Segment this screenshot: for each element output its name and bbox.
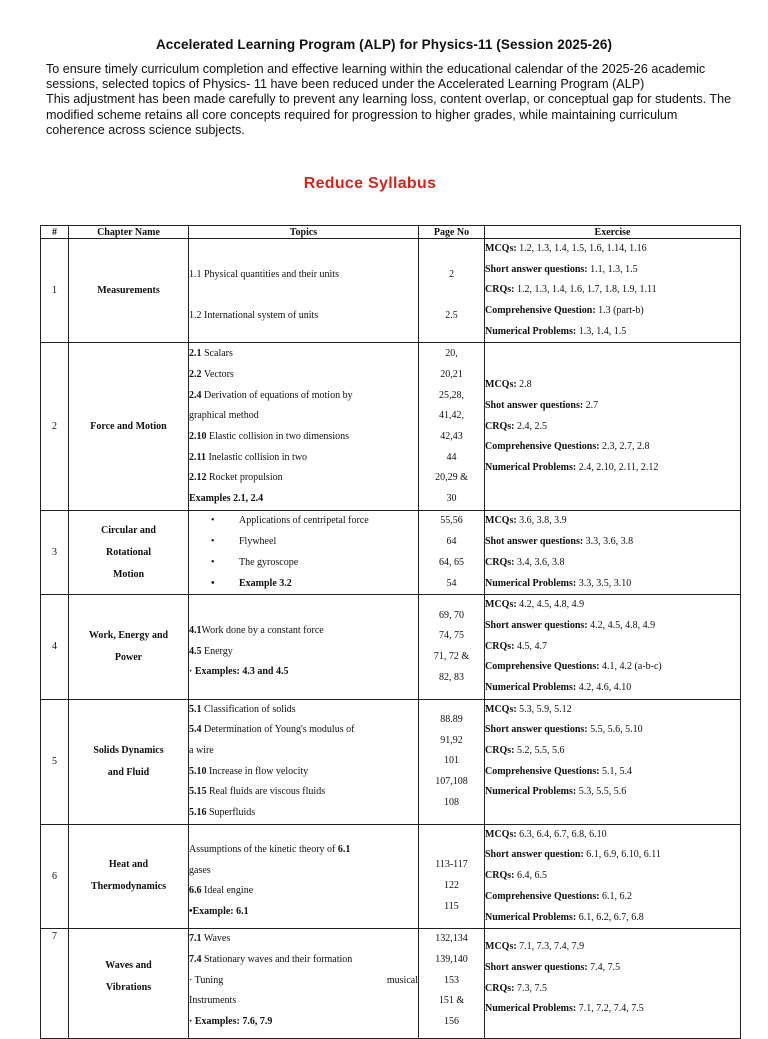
table-row	[41, 595, 741, 699]
chapter-number: 7	[41, 929, 69, 1039]
page-cell: 132,134 139,140 153 151 & 156	[419, 929, 485, 1039]
header-chapter: Chapter Name	[69, 226, 189, 239]
chapter-number: 3	[41, 511, 69, 595]
chapter-number: 4	[41, 595, 69, 699]
list-item: • Flywheel	[189, 532, 418, 553]
page-cell: 55,56 64 64, 65 54	[419, 511, 485, 595]
chapter-name: Circular and Rotational Motion	[69, 511, 189, 595]
topics-cell: 4.1Work done by a constant force 4.5 Energy · Examples: 4.3 and 4.5	[189, 595, 419, 699]
syllabus-table	[40, 225, 741, 1039]
table-row	[41, 343, 741, 511]
page-cell: 113-117 122 115	[419, 824, 485, 928]
exercise-cell: MCQs: 4.2, 4.5, 4.8, 4.9 Short answer questions: 4.2, 4.5, 4.8, 4.9 CRQs: 4.5, 4.7 Comprehensive Questions: 4.1, 4.2 (a-b-c) Numerical Problems: 4.2, 4.6, 4.10	[485, 595, 741, 699]
chapter-name: Solids Dynamics and Fluid	[69, 699, 189, 824]
chapter-number: 6	[41, 824, 69, 928]
chapter-name: Waves and Vibrations	[69, 929, 189, 1039]
topics-cell	[189, 511, 419, 595]
topics-cell: Assumptions of the kinetic theory of 6.1 gases 6.6 Ideal engine •Example: 6.1	[189, 824, 419, 928]
list-item: • Applications of centripetal force	[189, 511, 418, 532]
table-row	[41, 929, 741, 1039]
chapter-name: Force and Motion	[69, 343, 189, 511]
topics-cell: 5.1 Classification of solids 5.4 Determination of Young's modulus of a wire 5.10 Increase in flow velocity 5.15 Real fluids are viscous fluids 5.16 Superfluids	[189, 699, 419, 824]
section-heading: Reduce Syllabus	[303, 175, 437, 192]
header-page: Page No	[419, 226, 485, 239]
chapter-name: Work, Energy and Power	[69, 595, 189, 699]
page-cell: 88.89 91,92 101 107,108 108	[419, 699, 485, 824]
intro-paragraph-1: To ensure timely curriculum completion and effective learning within the educational calendar of the 2025-26 academic sessions, selected topics of Physics- 11 have been reduced under the Accelerated Learning Program (ALP)	[46, 62, 706, 92]
exercise-cell: MCQs: 6.3, 6.4, 6.7, 6.8, 6.10 Short answer question: 6.1, 6.9, 6.10, 6.11 CRQs: 6.4, 6.5 Comprehensive Questions: 6.1, 6.2 Numerical Problems: 6.1, 6.2, 6.7, 6.8	[485, 824, 741, 928]
intro-text	[46, 62, 736, 138]
exercise-cell: MCQs: 2.8 Shot answer questions: 2.7 CRQs: 2.4, 2.5 Comprehensive Questions: 2.3, 2.7, 2.8 Numerical Problems: 2.4, 2.10, 2.11, 2.12	[485, 343, 741, 511]
topics-cell: 1.1 Physical quantities and their units 1.2 International system of units	[189, 239, 419, 343]
chapter-number: 1	[41, 239, 69, 343]
topics-cell: 2.1 Scalars 2.2 Vectors 2.4 Derivation of equations of motion by graphical method 2.10 Elastic collision in two dimensions 2.11 Inelastic collision in two 2.12 Rocket propulsion Examples 2.1, 2.4	[189, 343, 419, 511]
table-row	[41, 239, 741, 343]
chapter-number: 2	[41, 343, 69, 511]
table-header-row	[41, 226, 741, 239]
page-cell: 20, 20,21 25,28, 41,42, 42,43 44 20,29 & 30	[419, 343, 485, 511]
exercise-cell: MCQs: 7.1, 7.3, 7.4, 7.9 Short answer questions: 7.4, 7.5 CRQs: 7.3, 7.5 Numerical Problems: 7.1, 7.2, 7.4, 7.5	[485, 929, 741, 1039]
chapter-name: Heat and Thermodynamics	[69, 824, 189, 928]
table-row	[41, 824, 741, 928]
document-title: Accelerated Learning Program (ALP) for Physics-11 (Session 2025-26)	[155, 37, 613, 52]
page-cell: 2 2.5	[419, 239, 485, 343]
table-row	[41, 511, 741, 595]
list-item: • Example 3.2	[189, 574, 418, 595]
chapter-number: 5	[41, 699, 69, 824]
exercise-cell: MCQs: 1.2, 1.3, 1.4, 1.5, 1.6, 1.14, 1.16 Short answer questions: 1.1, 1.3, 1.5 CRQs: 1.2, 1.3, 1.4, 1.6, 1.7, 1.8, 1.9, 1.11 Comprehensive Question: 1.3 (part-b) Numerical Problems: 1.3, 1.4, 1.5	[485, 239, 741, 343]
header-exercise: Exercise	[485, 226, 741, 239]
chapter-name: Measurements	[69, 239, 189, 343]
exercise-cell: MCQs: 3.6, 3.8, 3.9 Shot answer questions: 3.3, 3.6, 3.8 CRQs: 3.4, 3.6, 3.8 Numerical Problems: 3.3, 3.5, 3.10	[485, 511, 741, 595]
page-cell: 69, 70 74, 75 71, 72 & 82, 83	[419, 595, 485, 699]
header-number: #	[41, 226, 69, 239]
topics-cell: 7.1 Waves 7.4 Stationary waves and their formation · Tuning musical Instruments · Examples: 7.6, 7.9	[189, 929, 419, 1039]
exercise-cell: MCQs: 5.3, 5.9, 5.12 Short answer questions: 5.5, 5.6, 5.10 CRQs: 5.2, 5.5, 5.6 Comprehensive Questions: 5.1, 5.4 Numerical Problems: 5.3, 5.5, 5.6	[485, 699, 741, 824]
intro-paragraph-2: This adjustment has been made carefully to prevent any learning loss, content overlap, or conceptual gap for students. The modified scheme retains all core concepts required for progression to higher grades, while maintaining curriculum coherence across science subjects.	[46, 92, 732, 137]
table-row	[41, 699, 741, 824]
header-topics: Topics	[189, 226, 419, 239]
list-item: • The gyroscope	[189, 553, 418, 574]
